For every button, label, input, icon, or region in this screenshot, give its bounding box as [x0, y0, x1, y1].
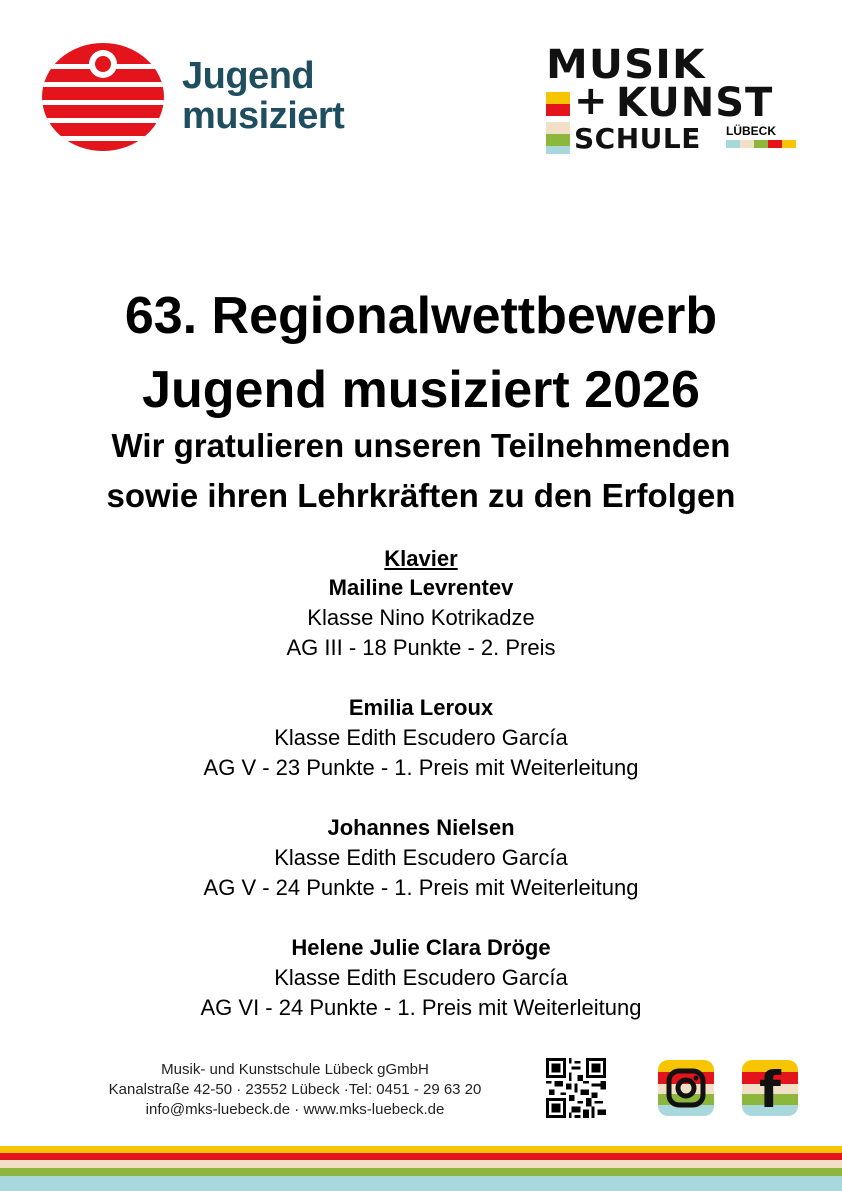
mks-swatch-red [546, 104, 570, 116]
mks-city-band [726, 140, 740, 148]
title-line1: 63. Regionalwettbewerb [124, 287, 718, 345]
jugend-musiziert-wordmark [182, 56, 344, 136]
footer-street: Kanalstraße 42-50 · 23552 Lübeck ·Tel: 0451 - 29 63 20 [108, 1081, 482, 1098]
result-line: AG V - 24 Punkte - 1. Preis mit Weiterleitung [203, 875, 639, 900]
participant-name: Emilia Leroux [348, 695, 494, 720]
teacher-class: Klasse Edith Escudero García [274, 965, 568, 990]
participant-name: Johannes Nielsen [327, 815, 515, 840]
mks-city-band [754, 140, 768, 148]
bottom-color-stripes [0, 1146, 842, 1191]
title-line2: Jugend musiziert 2026 [142, 361, 700, 419]
footer-contact[interactable]: info@mks-luebeck.de · www.mks-luebeck.de [145, 1101, 445, 1118]
mks-city-band [782, 140, 796, 148]
mks-swatch-yellow [546, 92, 570, 104]
result-entry [0, 933, 842, 1023]
results-list [0, 573, 842, 1053]
qr-code-icon[interactable] [546, 1058, 606, 1118]
participant-name: Helene Julie Clara Dröge [291, 935, 551, 960]
instagram-glyph-icon [666, 1068, 706, 1108]
teacher-class: Klasse Nino Kotrikadze [307, 605, 535, 630]
mks-city-band [768, 140, 782, 148]
result-entry [0, 573, 842, 663]
stripe-red [0, 1153, 842, 1160]
jugend-musiziert-logo [42, 42, 372, 152]
mks-city: LÜBECK [726, 124, 776, 138]
musik-kunst-schule-logo [546, 42, 804, 154]
teacher-class: Klasse Edith Escudero García [274, 845, 568, 870]
footer-org: Musik- und Kunstschule Lübeck gGmbH [161, 1061, 429, 1078]
subtitle-line2: sowie ihren Lehrkräften zu den Erfolgen [106, 477, 736, 514]
mks-swatch-green [546, 134, 570, 146]
teacher-class: Klasse Edith Escudero García [274, 725, 568, 750]
result-line: AG III - 18 Punkte - 2. Preis [286, 635, 556, 660]
stripe-yellow [0, 1146, 842, 1153]
facebook-icon[interactable] [742, 1060, 798, 1116]
jugend-musiziert-emblem-icon [42, 42, 164, 152]
mks-line2: KUNST [616, 80, 774, 126]
instagram-icon[interactable] [658, 1060, 714, 1116]
jm-line1: Jugend [182, 55, 315, 97]
mks-line1: MUSIK [546, 42, 706, 88]
result-line: AG V - 23 Punkte - 1. Preis mit Weiterleitung [203, 755, 639, 780]
mks-plus: + [574, 78, 608, 124]
result-entry [0, 813, 842, 903]
mks-line3: SCHULE [574, 122, 701, 155]
mks-city-band [740, 140, 754, 148]
footer-address [90, 1060, 500, 1120]
stripe-blue [0, 1176, 842, 1191]
result-line: AG VI - 24 Punkte - 1. Preis mit Weiterleitung [200, 995, 642, 1020]
mks-swatch-blue [546, 146, 570, 154]
participant-name: Mailine Levrentev [328, 575, 514, 600]
mks-swatch-beige [546, 122, 570, 134]
stripe-green [0, 1168, 842, 1176]
jm-line2: musiziert [182, 95, 345, 137]
result-entry [0, 693, 842, 783]
subtitle-line1: Wir gratulieren unseren Teilnehmenden [111, 427, 731, 464]
facebook-glyph: f [759, 1061, 781, 1116]
stripe-beige [0, 1160, 842, 1168]
section-heading: Klavier [384, 546, 458, 571]
